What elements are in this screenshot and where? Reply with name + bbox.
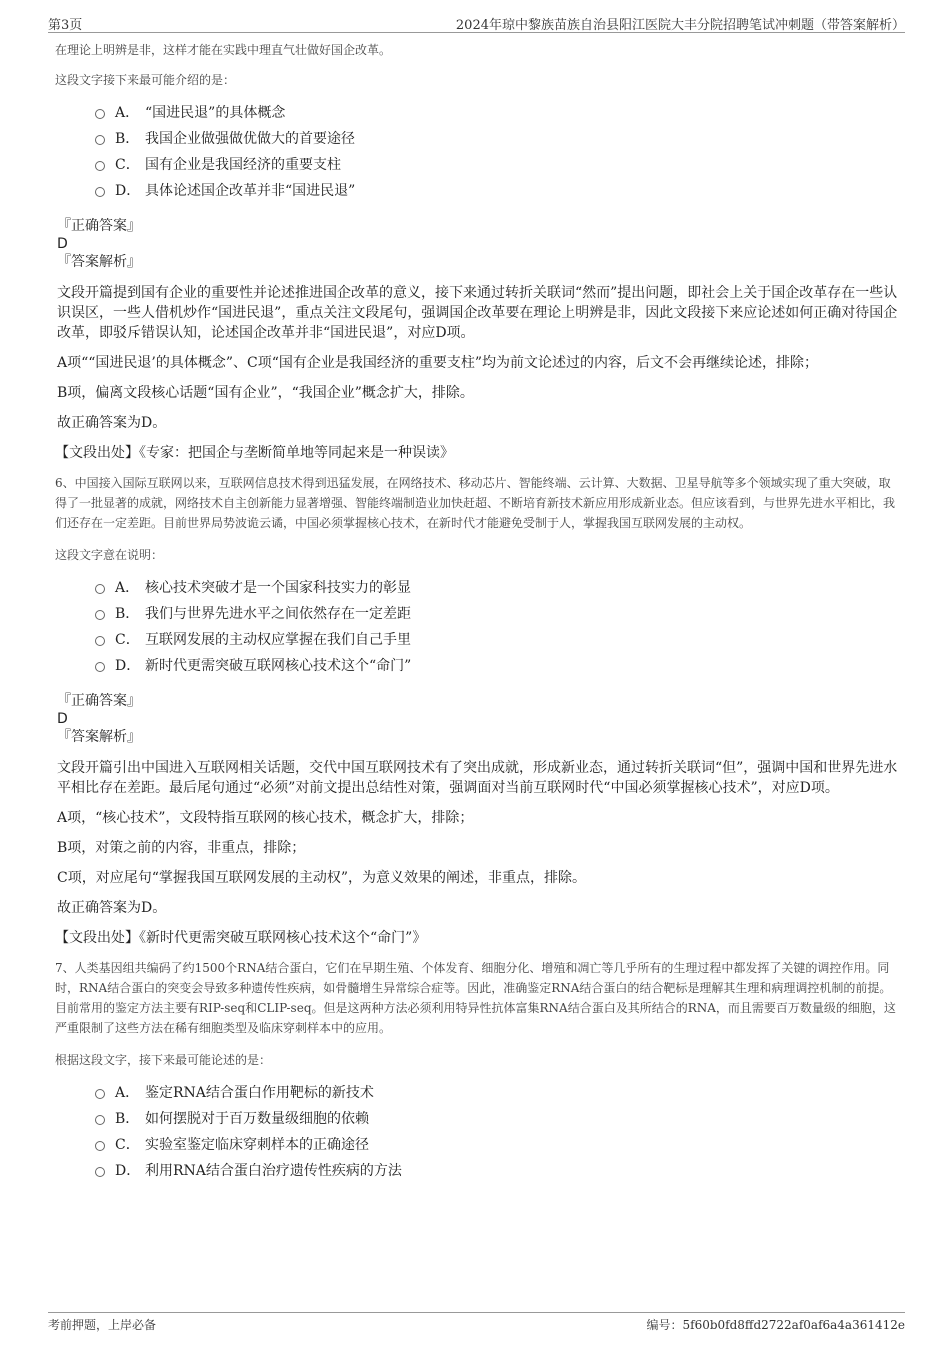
q7-stem: 7、人类基因组共编码了约1500个RNA结合蛋白，它们在早期生殖、个体发育、细胞分化、增殖和凋亡等几乎所有的生理过程中都发挥了关键的调控作用。同时，RNA结合蛋白的突变会导致多种遗传性疾病，如骨髓增生异常综合症等。因此，准确鉴定RNA结合蛋白的结合靶标是理解其生理和病理调控机制的前提。目前常用的鉴定方法主要有RIP-seq和CLIP-seq。但是这两种方法必须利用特异性抗体富集RNA结合蛋白及其所结合的RNA，而且需要百万数量级的细胞，这严重限制了这些方法在稀有细胞类型及临床穿刺样本中的应用。 [55,961,896,1035]
page-number: 第3页 [48,18,83,33]
radio-icon[interactable] [95,1141,105,1151]
q6-option-c[interactable] [95,627,902,653]
radio-icon[interactable] [95,584,105,594]
q6-analysis-1: 文段开篇引出中国进入互联网相关话题，交代中国互联网技术有了突出成就，形成新业态，通过转折关联词“但”，强调中国和世界先进水平相比存在差距。最后尾句通过“必须”对前文提出总结性对策，强调面对当前互联网时代“中国必须掌握核心技术”，对应D项。 [57,760,898,796]
option-letter: B． [115,1111,140,1127]
q6-option-a[interactable] [95,575,902,601]
q7-option-d[interactable] [95,1158,902,1184]
document-body [55,40,902,1196]
option-letter: B． [115,131,140,147]
radio-icon[interactable] [95,135,105,145]
option-letter: A． [115,580,140,596]
option-text: 利用RNA结合蛋白治疗遗传性疾病的方法 [145,1163,402,1179]
option-text: 我们与世界先进水平之间依然存在一定差距 [145,606,411,622]
q6-answer-label: 『正确答案』 [57,693,141,709]
option-letter: C． [115,1137,140,1153]
q7-option-c[interactable] [95,1132,902,1158]
option-text: 国有企业是我国经济的重要支柱 [145,157,341,173]
q5-analysis-4: 故正确答案为D。 [57,415,167,431]
q5-option-c[interactable] [95,152,902,178]
q5-answer: D [57,236,68,252]
q5-analysis-label: 『答案解析』 [57,254,141,270]
q7-prompt: 根据这段文字，接下来最可能论述的是： [55,1053,272,1067]
q5-option-d[interactable] [95,178,902,204]
option-text: 如何摆脱对于百万数量级细胞的依赖 [145,1111,369,1127]
q6-option-b[interactable] [95,601,902,627]
option-text: 我国企业做强做优做大的首要途径 [145,131,355,147]
q6-option-d[interactable] [95,653,902,679]
radio-icon[interactable] [95,1167,105,1177]
option-text: “国进民退”的具体概念 [145,105,286,121]
q5-source: 【文段出处】《专家：把国企与垄断简单地等同起来是一种误读》 [55,445,454,461]
radio-icon[interactable] [95,1089,105,1099]
q5-options [95,100,902,204]
option-text: 具体论述国企改革并非“国进民退” [145,183,356,199]
radio-icon[interactable] [95,109,105,119]
q5-analysis-1: 文段开篇提到国有企业的重要性并论述推进国企改革的意义，接下来通过转折关联词“然而”提出问题，即社会上关于国企改革存在一些认识误区，一些人借机炒作“国进民退”，重点关注文段尾句，强调国企改革要在理论上明辨是非，因此文段接下来应论述如何正确对待国企改革，即驳斥错误认知，论述国企改革并非“国进民退”，对应D项。 [57,285,898,341]
q5-option-b[interactable] [95,126,902,152]
q5-prompt: 这段文字接下来最可能介绍的是： [55,73,236,87]
q7-option-b[interactable] [95,1106,902,1132]
q6-analysis-3: B项，对策之前的内容，非重点，排除； [57,840,306,856]
option-letter: D． [115,1163,141,1179]
option-letter: A． [115,1085,140,1101]
option-letter: C． [115,632,140,648]
q7-options [95,1080,902,1184]
q5-analysis-2: A项““国进民退’的具体概念”、C项“国有企业是我国经济的重要支柱”均为前文论述过的内容，后文不会再继续论述，排除； [57,355,819,371]
q6-source: 【文段出处】《新时代更需突破互联网核心技术这个“命门”》 [55,930,427,946]
radio-icon[interactable] [95,161,105,171]
option-text: 核心技术突破才是一个国家科技实力的彰显 [145,580,411,596]
option-text: 实验室鉴定临床穿刺样本的正确途径 [145,1137,369,1153]
q6-prompt: 这段文字意在说明： [55,548,164,562]
option-text: 互联网发展的主动权应掌握在我们自己手里 [145,632,411,648]
q6-analysis-5: 故正确答案为D。 [57,900,167,916]
page-footer [48,1312,905,1339]
radio-icon[interactable] [95,636,105,646]
q5-answer-label: 『正确答案』 [57,218,141,234]
q5-stem-tail: 在理论上明辨是非，这样才能在实践中理直气壮做好国企改革。 [55,43,392,57]
option-letter: C． [115,157,140,173]
option-text: 鉴定RNA结合蛋白作用靶标的新技术 [145,1085,374,1101]
q5-analysis-3: B项，偏离文段核心话题“国有企业”，“我国企业”概念扩大，排除。 [57,385,474,401]
q6-answer: D [57,711,68,727]
radio-icon[interactable] [95,662,105,672]
document-title: 2024年琼中黎族苗族自治县阳江医院大丰分院招聘笔试冲刺题（带答案解析） [455,18,905,33]
option-letter: D． [115,183,141,199]
q6-options [95,575,902,679]
radio-icon[interactable] [95,187,105,197]
q6-stem: 6、中国接入国际互联网以来，互联网信息技术得到迅猛发展，在网络技术、移动芯片、智能终端、云计算、大数据、卫星导航等多个领域实现了重大突破，取得了一批显著的成就，网络技术自主创新能力显著增强、智能终端制造业加快赶超、不断培育新技术新应用形成新业态。但应该看到，与世界先进水平相比，我们还存在一定差距。目前世界局势波诡云谲，中国必须掌握核心技术，在新时代才能避免受制于人，掌握我国互联网发展的主动权。 [55,476,896,530]
option-text: 新时代更需突破互联网核心技术这个“命门” [145,658,412,674]
q6-analysis-4: C项，对应尾句“掌握我国互联网发展的主动权”，为意义效果的阐述，非重点，排除。 [57,870,587,886]
option-letter: D． [115,658,141,674]
radio-icon[interactable] [95,610,105,620]
q6-analysis-label: 『答案解析』 [57,729,141,745]
q5-option-a[interactable] [95,100,902,126]
q7-option-a[interactable] [95,1080,902,1106]
option-letter: A． [115,105,140,121]
q6-analysis-2: A项，“核心技术”，文段特指互联网的核心技术，概念扩大，排除； [57,810,474,826]
radio-icon[interactable] [95,1115,105,1125]
page-header [48,12,905,33]
document-id: 编号：5f60b0fd8ffd2722af0af6a4a361412e [646,1318,905,1332]
footer-slogan: 考前押题，上岸必备 [48,1318,157,1332]
option-letter: B． [115,606,140,622]
